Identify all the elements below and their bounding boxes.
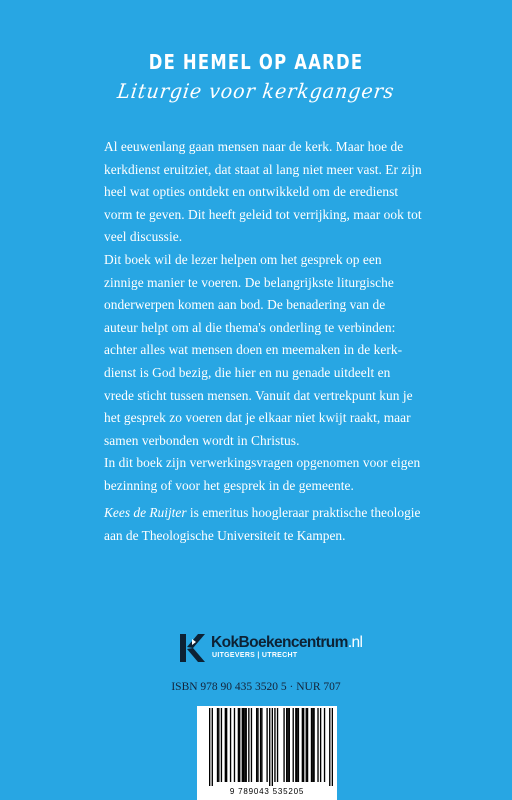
- barcode-bar: [269, 708, 270, 786]
- author-bio-line: [104, 502, 420, 525]
- barcode-bar: [286, 708, 287, 782]
- barcode-bar: [218, 708, 219, 782]
- blurb-line: kerkdienst eruitziet, dat staat al lang niet meer vast. Er zijn: [104, 161, 422, 177]
- barcode-bar: [311, 708, 312, 782]
- barcode-bar: [243, 708, 244, 782]
- blurb-line: veel discussie.: [104, 229, 183, 245]
- barcode-bar: [244, 708, 245, 782]
- barcode-bar: [251, 708, 252, 782]
- barcode-bar: [225, 708, 226, 782]
- kok-boekencentrum-logo-icon: [178, 630, 206, 666]
- barcode-bar: [277, 708, 278, 782]
- barcode-bar: [248, 708, 249, 782]
- barcode-bar: [289, 708, 290, 782]
- author-bio-rest: is emeritus hoogleraar praktische theologie: [186, 505, 421, 520]
- barcode: [197, 706, 337, 800]
- barcode-bar: [324, 708, 325, 782]
- blurb-text: [104, 136, 420, 498]
- publisher-name: KokBoekencentrum.nl: [211, 634, 363, 651]
- barcode-bar: [209, 708, 210, 786]
- barcode-bar: [307, 708, 308, 782]
- barcode-bar: [298, 708, 299, 782]
- barcode-digits: 9 789043 535205: [229, 787, 305, 796]
- barcode-bar: [234, 708, 235, 782]
- blurb-line: heel wat opties ontdekt en ontwikkeld om de eredienst: [104, 184, 399, 200]
- barcode-bar: [293, 708, 294, 782]
- book-title: DE HEMEL OP AARDE: [148, 50, 364, 74]
- barcode-bar: [230, 708, 231, 782]
- barcode-bar: [256, 708, 257, 782]
- barcode-bar: [212, 708, 213, 786]
- barcode-bar: [332, 708, 333, 786]
- blurb-line: dienst is God bezig, die hier en nu genade uitdeelt en: [104, 364, 391, 380]
- blurb-line: onderwerpen komen aan bod. De benadering van de: [104, 297, 386, 313]
- barcode-bar: [266, 708, 267, 782]
- barcode-bar: [317, 708, 318, 782]
- barcode-bar: [306, 708, 307, 782]
- blurb-line: vorm te geven. Dit heeft geleid tot verrijking, maar ook tot: [104, 206, 422, 222]
- barcode-bar: [226, 708, 227, 782]
- blurb-line: zinnige manier te voeren. De belangrijkste liturgische: [104, 274, 394, 290]
- author-bio-line: aan de Theologische Universiteit te Kampen.: [104, 527, 346, 543]
- blurb-line: Dit boek wil de lezer helpen om het gesprek op een: [104, 251, 382, 267]
- blurb-line: samen verbonden wordt in Christus.: [104, 432, 300, 448]
- barcode-bar: [274, 708, 275, 782]
- author-name: Kees de Ruijter: [104, 505, 187, 520]
- blurb-line: auteur helpt om al die thema's onderling te verbinden:: [104, 319, 396, 335]
- barcode-bar: [313, 708, 314, 782]
- barcode-bar: [320, 708, 321, 782]
- barcode-bar: [287, 708, 288, 782]
- blurb-line: bezinning of voor het gesprek in de gemeente.: [104, 477, 354, 493]
- blurb-line: In dit boek zijn verwerkingsvragen opgenomen voor eigen: [104, 455, 421, 471]
- blurb-line: achter alles wat mensen doen en meemaken in de kerk-: [104, 342, 403, 358]
- publisher-location: UITGEVERS | UTRECHT: [212, 652, 298, 659]
- barcode-bar: [238, 708, 239, 782]
- barcode-bar: [221, 708, 222, 782]
- book-subtitle: Liturgie voor kerkgangers: [115, 79, 397, 103]
- barcode-bar: [283, 708, 284, 782]
- blurb-line: vrede sticht tussen mensen. Vanuit dat vertrekpunt kun je: [104, 387, 413, 403]
- barcode-bars: [209, 708, 333, 786]
- barcode-bar: [272, 708, 273, 786]
- barcode-bar: [295, 708, 296, 782]
- barcode-bar: [242, 708, 243, 782]
- barcode-bar: [217, 708, 218, 782]
- barcode-bar: [302, 708, 303, 782]
- blurb-line: het gesprek zo voeren dat je elkaar niet kwijt raakt, maar: [104, 410, 411, 426]
- barcode-bar: [303, 708, 304, 782]
- barcode-bar: [246, 708, 247, 782]
- barcode-bar: [239, 708, 240, 782]
- isbn-text: ISBN 978 90 435 3520 5 · NUR 707: [171, 681, 341, 693]
- blurb-line: Al eeuwenlang gaan mensen naar de kerk. Maar hoe de: [104, 139, 404, 154]
- barcode-bar: [312, 708, 313, 782]
- barcode-bar: [296, 708, 297, 782]
- barcode-bar: [260, 708, 261, 782]
- barcode-bar: [329, 708, 330, 786]
- barcode-bar: [261, 708, 262, 782]
- publisher-logo: [178, 630, 378, 666]
- author-bio: [104, 502, 420, 547]
- barcode-bar: [257, 708, 258, 782]
